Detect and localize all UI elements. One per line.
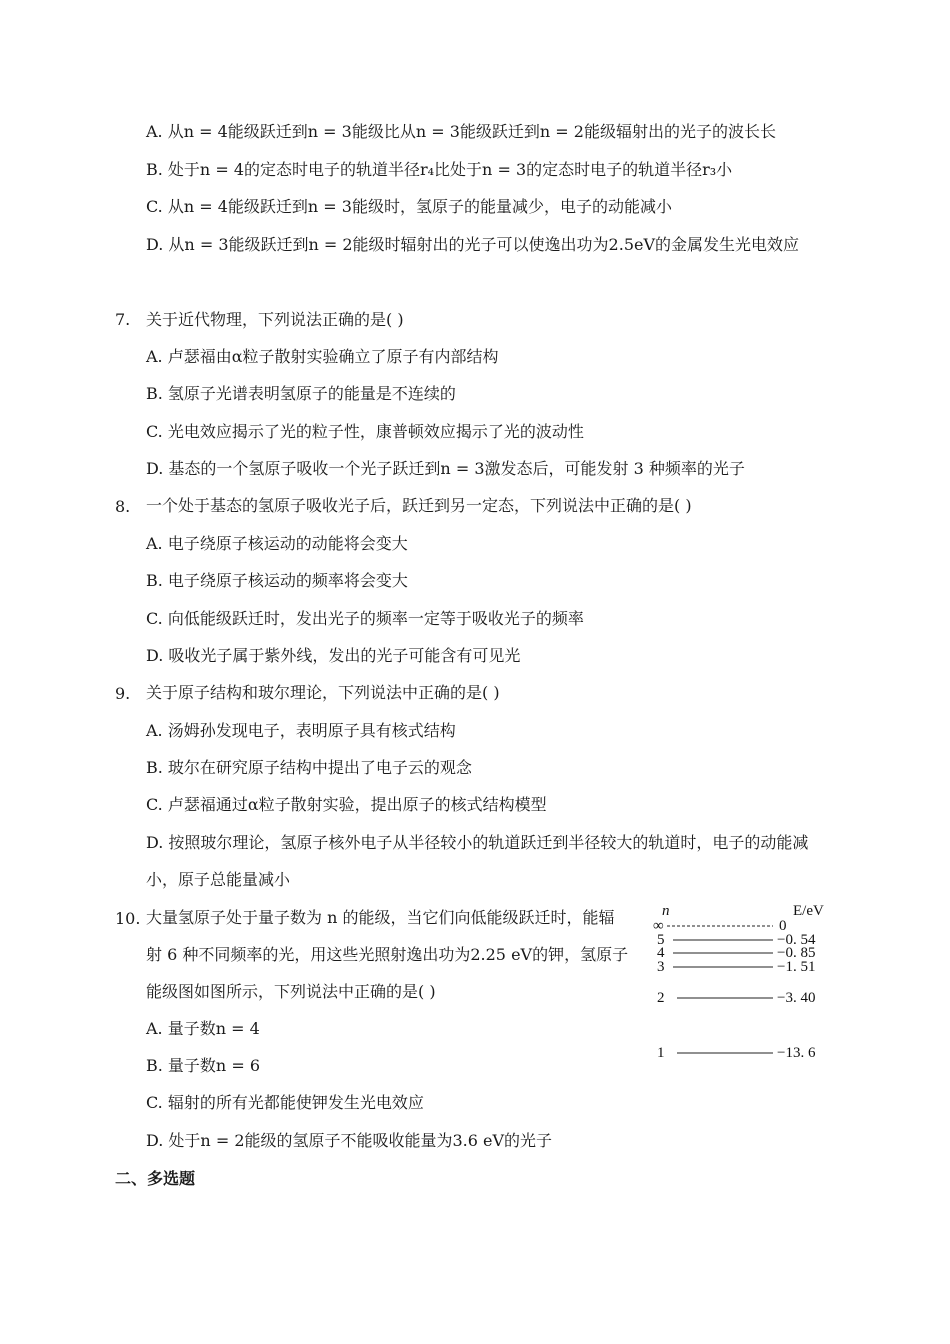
q7-option-d: D. 基态的一个氢原子吸收一个光子跃迁到n = 3激发态后，可能发射 3 种频率的光子 — [146, 459, 745, 478]
level-3-energy: −1. 51 — [777, 959, 816, 975]
q8-option-a: A. 电子绕原子核运动的动能将会变大 — [146, 534, 408, 553]
q9-option-a: A. 汤姆孙发现电子，表明原子具有核式结构 — [146, 721, 456, 740]
q7-option-a: A. 卢瑟福由α粒子散射实验确立了原子有内部结构 — [146, 347, 499, 366]
q10-option-d: D. 处于n = 2能级的氢原子不能吸收能量为3.6 eV的光子 — [146, 1131, 553, 1150]
diagram-energy-unit-label: E/eV — [793, 903, 824, 919]
q9-stem: 关于原子结构和玻尔理论，下列说法中正确的是( ) — [146, 683, 500, 702]
q10-option-a: A. 量子数n = 4 — [146, 1019, 260, 1038]
q6-option-d: D. 从n = 3能级跃迁到n = 2能级时辐射出的光子可以使逸出功为2.5eV的金属发生光电效应 — [146, 235, 800, 254]
q7-number: 7. — [115, 310, 131, 329]
q9-option-c: C. 卢瑟福通过α粒子散射实验，提出原子的核式结构模型 — [146, 795, 547, 814]
level-2-energy: −3. 40 — [777, 990, 816, 1006]
q7-option-c: C. 光电效应揭示了光的粒子性，康普顿效应揭示了光的波动性 — [146, 422, 584, 441]
q6-option-a: A. 从n = 4能级跃迁到n = 3能级比从n = 3能级跃迁到n = 2能级辐射出的光子的波长长 — [146, 122, 776, 141]
q9-option-d-continued: 小，原子总能量减小 — [146, 870, 291, 889]
level-4-n: 4 — [657, 945, 665, 961]
q10-stem-line-1: 大量氢原子处于量子数为 n 的能级，当它们向低能级跃迁时，能辐 — [146, 908, 615, 927]
q6-option-c: C. 从n = 4能级跃迁到n = 3能级时，氢原子的能量减少，电子的动能减小 — [146, 197, 672, 216]
level-inf-energy: 0 — [779, 918, 787, 934]
level-inf-n: ∞ — [653, 918, 664, 934]
q8-number: 8. — [115, 497, 131, 516]
q8-option-b: B. 电子绕原子核运动的频率将会变大 — [146, 571, 408, 590]
energy-level-svg — [645, 895, 845, 1065]
q8-option-d: D. 吸收光子属于紫外线，发出的光子可能含有可见光 — [146, 646, 521, 665]
level-4-energy: −0. 85 — [777, 945, 816, 961]
level-2-n: 2 — [657, 990, 665, 1006]
q9-number: 9. — [115, 684, 131, 703]
diagram-n-label: n — [662, 903, 670, 919]
energy-level-diagram — [645, 895, 845, 1065]
level-1-energy: −13. 6 — [777, 1045, 816, 1061]
q10-stem-line-2: 射 6 种不同频率的光，用这些光照射逸出功为2.25 eV的钾，氢原子 — [146, 945, 629, 964]
q9-option-b: B. 玻尔在研究原子结构中提出了电子云的观念 — [146, 758, 472, 777]
q10-number: 10. — [115, 909, 141, 928]
q8-stem: 一个处于基态的氢原子吸收光子后，跃迁到另一定态，下列说法中正确的是( ) — [146, 496, 692, 515]
q8-option-c: C. 向低能级跃迁时，发出光子的频率一定等于吸收光子的频率 — [146, 609, 584, 628]
q10-stem-line-3: 能级图如图所示，下列说法中正确的是( ) — [146, 982, 436, 1001]
level-3-n: 3 — [657, 959, 665, 975]
level-5-n: 5 — [657, 932, 665, 948]
q10-option-b: B. 量子数n = 6 — [146, 1056, 260, 1075]
section-heading-multiple-choice: 二、多选题 — [115, 1169, 196, 1188]
q7-option-b: B. 氢原子光谱表明氢原子的能量是不连续的 — [146, 384, 456, 403]
level-5-energy: −0. 54 — [777, 932, 816, 948]
q10-option-c: C. 辐射的所有光都能使钾发生光电效应 — [146, 1093, 424, 1112]
q9-option-d: D. 按照玻尔理论，氢原子核外电子从半径较小的轨道跃迁到半径较大的轨道时，电子的动能减 — [146, 833, 809, 852]
q6-option-b: B. 处于n = 4的定态时电子的轨道半径r₄比处于n = 3的定态时电子的轨道半径r₃小 — [146, 160, 733, 179]
level-1-n: 1 — [657, 1045, 665, 1061]
q7-stem: 关于近代物理，下列说法正确的是( ) — [146, 310, 404, 329]
